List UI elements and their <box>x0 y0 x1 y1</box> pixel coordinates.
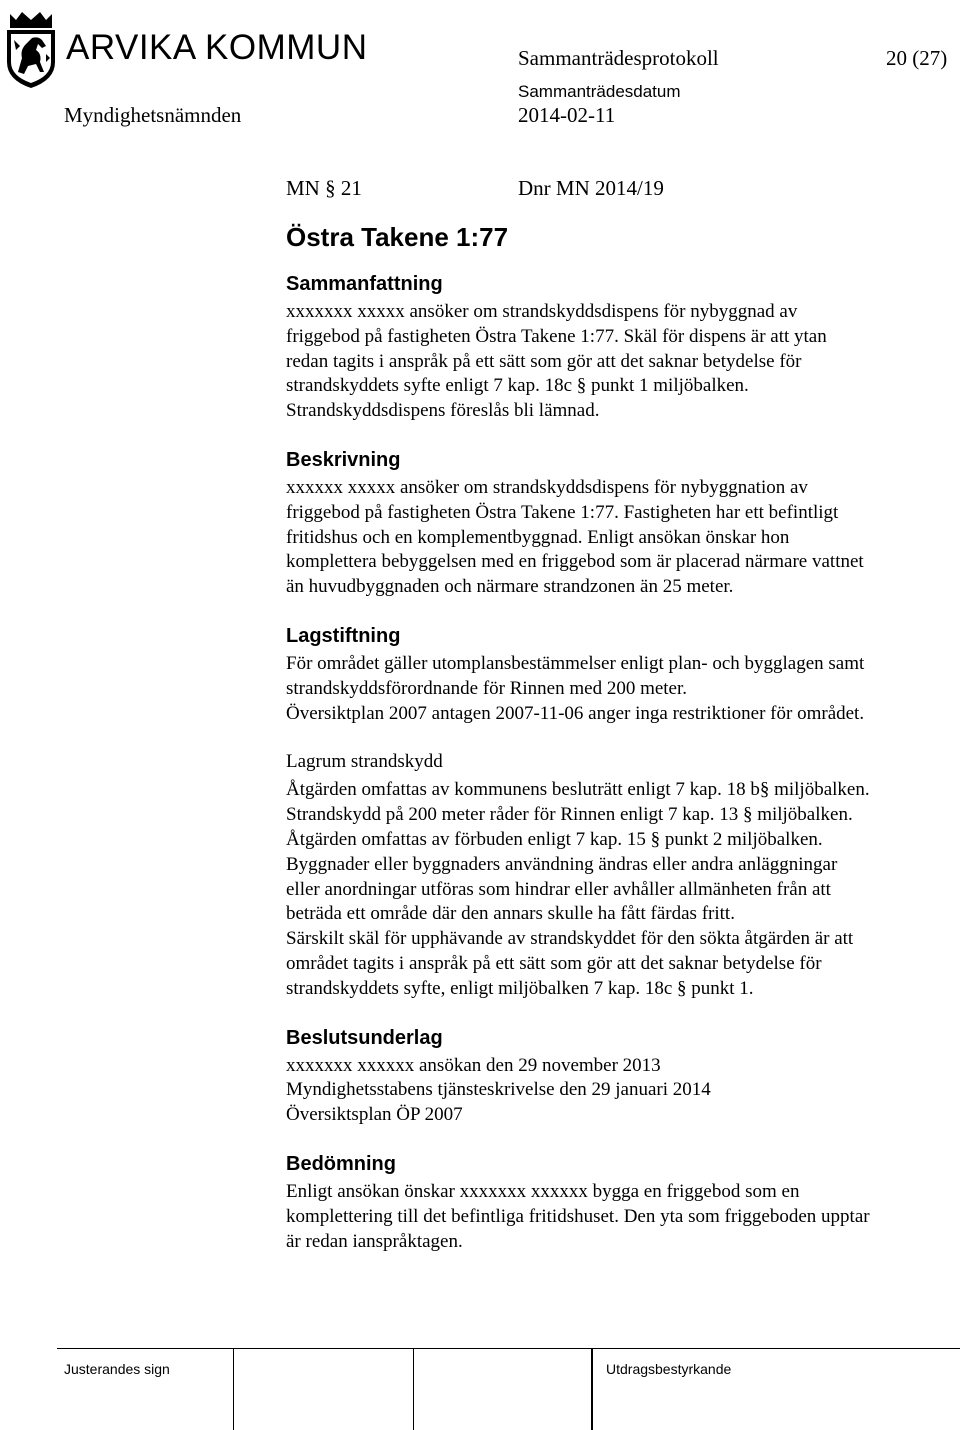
text-line: området tagits i anspråk på ett sätt som gör att det saknar betydelse för <box>286 952 822 974</box>
text-line: För området gäller utomplansbestämmelser enligt plan- och bygglagen samt <box>286 652 865 674</box>
text-line: är redan ianspråktagen. <box>286 1230 463 1252</box>
section-paragraph <box>286 300 951 424</box>
text-line: Enligt ansökan önskar xxxxxxx xxxxxx bygga en friggebod som en <box>286 1180 800 1202</box>
text-line: komplettera bebyggelsen med en friggebod som är placerad närmare vattnet <box>286 551 864 573</box>
text-line: Översiktsplan ÖP 2007 <box>286 1104 463 1126</box>
meeting-date-label: Sammanträdesdatum <box>518 82 681 101</box>
case-dnr: Dnr MN 2014/19 <box>518 176 664 200</box>
section-heading: Bedömning <box>286 1152 396 1175</box>
page-number: 20 (27) <box>886 46 948 70</box>
text-line: xxxxxxx xxxxx ansöker om strandskyddsdispens för nybyggnad av <box>286 301 798 322</box>
case-number: MN § 21 <box>286 176 362 200</box>
section-lagrum <box>286 750 951 1001</box>
document-type: Sammanträdesprotokoll <box>518 46 719 70</box>
text-line: än huvudbyggnaden och närmare strandzonen än 25 meter. <box>286 576 734 598</box>
section-beskrivning <box>286 448 951 600</box>
text-line: Särskilt skäl för upphävande av strandskyddet för den sökta åtgärden är att <box>286 928 854 950</box>
text-line: friggebod på fastigheten Östra Takene 1:77. Skäl för dispens är att ytan <box>286 325 827 347</box>
text-line: Strandskydd på 200 meter råder för Rinnen enligt 7 kap. 13 § miljöbalken. <box>286 804 853 826</box>
document-body <box>286 272 951 1278</box>
case-title: Östra Takene 1:77 <box>286 222 509 252</box>
text-line: friggebod på fastigheten Östra Takene 1:77. Fastigheten har ett befintligt <box>286 501 839 523</box>
section-paragraph <box>286 476 951 600</box>
organization-name: ARVIKA KOMMUN <box>66 28 368 67</box>
section-beslutsunderlag <box>286 1026 951 1128</box>
text-line: strandskyddets syfte, enligt miljöbalken 7 kap. 18c § punkt 1. <box>286 977 754 999</box>
municipality-coat-of-arms-logo <box>2 10 60 90</box>
section-heading: Lagrum strandskydd <box>286 751 443 773</box>
section-heading: Beslutsunderlag <box>286 1026 443 1049</box>
meeting-date-value: 2014-02-11 <box>518 103 616 127</box>
text-line: eller anordningar utföras som hindrar eller avhåller allmänheten från att <box>286 878 831 900</box>
justerandes-sign-label: Justerandes sign <box>64 1361 170 1377</box>
section-lagstiftning <box>286 624 951 726</box>
section-paragraph <box>286 652 951 726</box>
section-paragraph <box>286 1180 951 1254</box>
section-heading: Sammanfattning <box>286 273 443 295</box>
section-paragraph <box>286 1054 951 1128</box>
text-line: Åtgärden omfattas av kommunens besluträtt enligt 7 kap. 18 b§ miljöbalken. <box>286 779 870 801</box>
section-paragraph <box>286 778 951 1001</box>
text-line: xxxxxx xxxxx ansöker om strandskyddsdispens för nybyggnation av <box>286 476 808 498</box>
text-line: redan tagits i anspråk på ett sätt som gör att det saknar betydelse för <box>286 350 802 372</box>
text-line: strandskyddsförordnande för Rinnen med 200 meter. <box>286 677 688 699</box>
utdragsbestyrkande-label: Utdragsbestyrkande <box>606 1361 732 1377</box>
text-line: beträda ett område där den annars skulle ha fått färdas fritt. <box>286 903 735 925</box>
signature-box-divider <box>591 1348 593 1430</box>
section-sammanfattning <box>286 272 951 424</box>
signature-box <box>233 1348 414 1430</box>
section-heading: Lagstiftning <box>286 624 401 647</box>
text-line: Åtgärden omfattas av förbuden enligt 7 kap. 15 § punkt 2 miljöbalken. <box>286 828 823 850</box>
signature-box <box>413 1348 591 1430</box>
text-line: strandskyddets syfte enligt 7 kap. 18c § punkt 1 miljöbalken. <box>286 375 749 397</box>
section-heading: Beskrivning <box>286 448 401 471</box>
text-line: Strandskyddsdispens föreslås bli lämnad. <box>286 400 600 422</box>
section-bedomning <box>286 1152 951 1254</box>
department-name: Myndighetsnämnden <box>64 103 242 127</box>
text-line: komplettering till det befintliga fritidshuset. Den yta som friggeboden upptar <box>286 1205 870 1227</box>
text-line: Byggnader eller byggnaders användning ändras eller andra anläggningar <box>286 853 838 875</box>
text-line: fritidshus och en komplementbyggnad. Enligt ansökan önskar hon <box>286 526 790 548</box>
text-line: Översiktplan 2007 antagen 2007-11-06 anger inga restriktioner för området. <box>286 702 865 724</box>
text-line: Myndighetsstabens tjänsteskrivelse den 29 januari 2014 <box>286 1079 711 1101</box>
text-line: xxxxxxx xxxxxx ansökan den 29 november 2013 <box>286 1054 661 1076</box>
